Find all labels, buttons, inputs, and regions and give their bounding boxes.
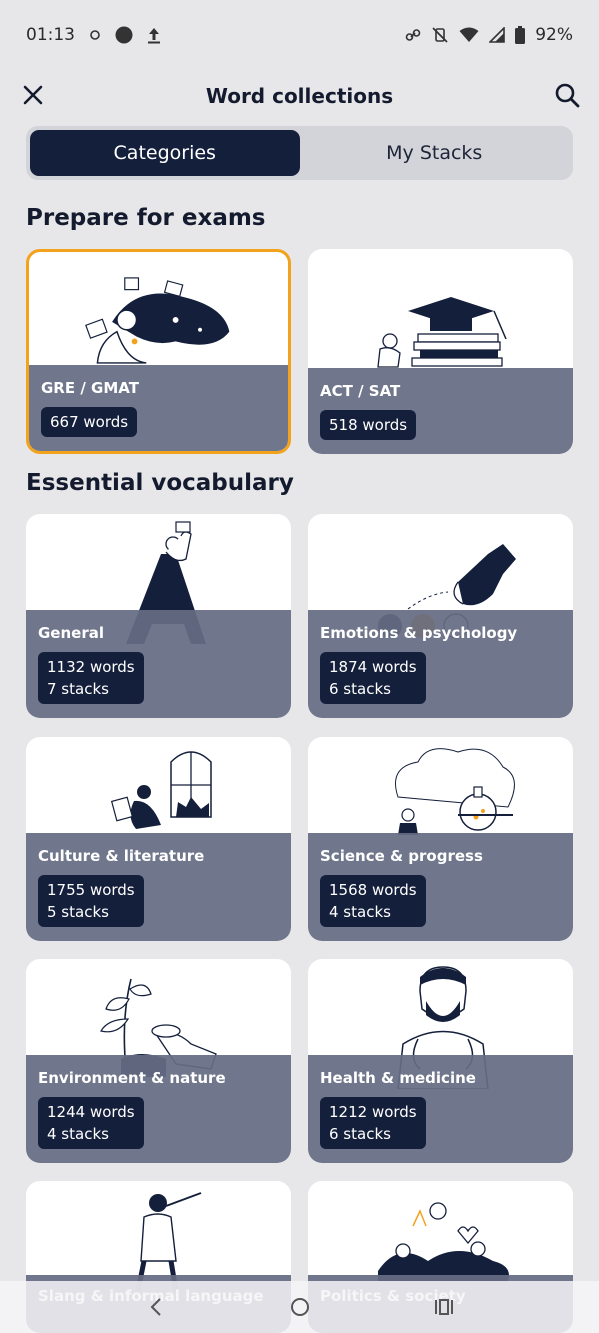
status-bar (0, 0, 599, 70)
section-title-exams: Prepare for exams (26, 205, 266, 231)
card-title: General (38, 624, 104, 642)
collection-card-culture-literature[interactable] (26, 737, 291, 941)
search-icon (553, 81, 581, 109)
student-with-papers-illustration (29, 252, 288, 382)
word-count: 1212 words (329, 1103, 417, 1121)
word-count: 518 words (329, 416, 408, 434)
card-title: Environment & nature (38, 1069, 226, 1087)
close-button[interactable] (20, 82, 46, 108)
card-overlay (26, 833, 291, 941)
card-title: Emotions & psychology (320, 624, 518, 642)
tab-my-stacks[interactable]: My Stacks (386, 142, 483, 164)
battery-icon (515, 26, 525, 44)
word-count-badge (320, 1097, 426, 1149)
graduation-cap-illustration (308, 249, 573, 379)
battery-percent: 92% (535, 25, 573, 45)
recent-apps-icon[interactable] (432, 1295, 456, 1319)
card-title: ACT / SAT (320, 382, 401, 400)
home-icon[interactable] (288, 1295, 312, 1319)
wifi-icon (459, 27, 479, 43)
close-icon (20, 82, 46, 108)
stack-count: 6 stacks (329, 1125, 391, 1143)
card-overlay (26, 1055, 291, 1163)
card-title: Culture & literature (38, 847, 205, 865)
system-nav-bar (0, 1281, 599, 1333)
word-count-badge (320, 875, 426, 927)
stack-count: 7 stacks (47, 680, 109, 698)
word-count: 667 words (50, 413, 129, 431)
page-title: Word collections (205, 84, 394, 108)
card-title: Science & progress (320, 847, 483, 865)
segmented-control (26, 126, 573, 180)
stack-count: 5 stacks (47, 903, 109, 921)
collection-card-science-progress[interactable] (308, 737, 573, 941)
collection-card-gre-gmat[interactable] (26, 249, 291, 454)
word-count-badge (320, 652, 426, 704)
word-count-badge (38, 1097, 144, 1149)
section-title-essential: Essential vocabulary (26, 470, 294, 496)
word-count: 1132 words (47, 658, 135, 676)
card-overlay (26, 610, 291, 718)
word-count: 1568 words (329, 881, 417, 899)
signal-icon (489, 27, 505, 43)
collection-card-environment-nature[interactable] (26, 959, 291, 1163)
word-count-badge (38, 652, 144, 704)
search-button[interactable] (553, 81, 581, 109)
card-title: GRE / GMAT (41, 379, 139, 397)
word-count: 1244 words (47, 1103, 135, 1121)
record-dot-icon (115, 26, 133, 44)
word-count-badge (320, 410, 416, 440)
stack-count: 4 stacks (47, 1125, 109, 1143)
card-overlay (308, 1055, 573, 1163)
tab-categories[interactable]: Categories (30, 130, 300, 176)
word-count-badge (38, 875, 144, 927)
collection-card-general[interactable] (26, 514, 291, 718)
collection-card-emotions-psychology[interactable] (308, 514, 573, 718)
card-title: Health & medicine (320, 1069, 476, 1087)
app-bar (0, 70, 599, 122)
circle-outline-icon (89, 29, 101, 41)
stack-count: 4 stacks (329, 903, 391, 921)
word-count: 1755 words (47, 881, 135, 899)
vibrate-off-icon (431, 26, 449, 44)
card-overlay (308, 368, 573, 454)
word-count: 1874 words (329, 658, 417, 676)
back-icon[interactable] (144, 1295, 168, 1319)
collection-card-health-medicine[interactable] (308, 959, 573, 1163)
upload-icon (147, 26, 161, 44)
card-overlay (29, 365, 288, 451)
word-count-badge (41, 407, 137, 437)
status-time: 01:13 (26, 25, 75, 45)
card-overlay (308, 833, 573, 941)
stack-count: 6 stacks (329, 680, 391, 698)
collection-card-act-sat[interactable] (308, 249, 573, 454)
card-overlay (308, 610, 573, 718)
link-icon (405, 27, 421, 43)
